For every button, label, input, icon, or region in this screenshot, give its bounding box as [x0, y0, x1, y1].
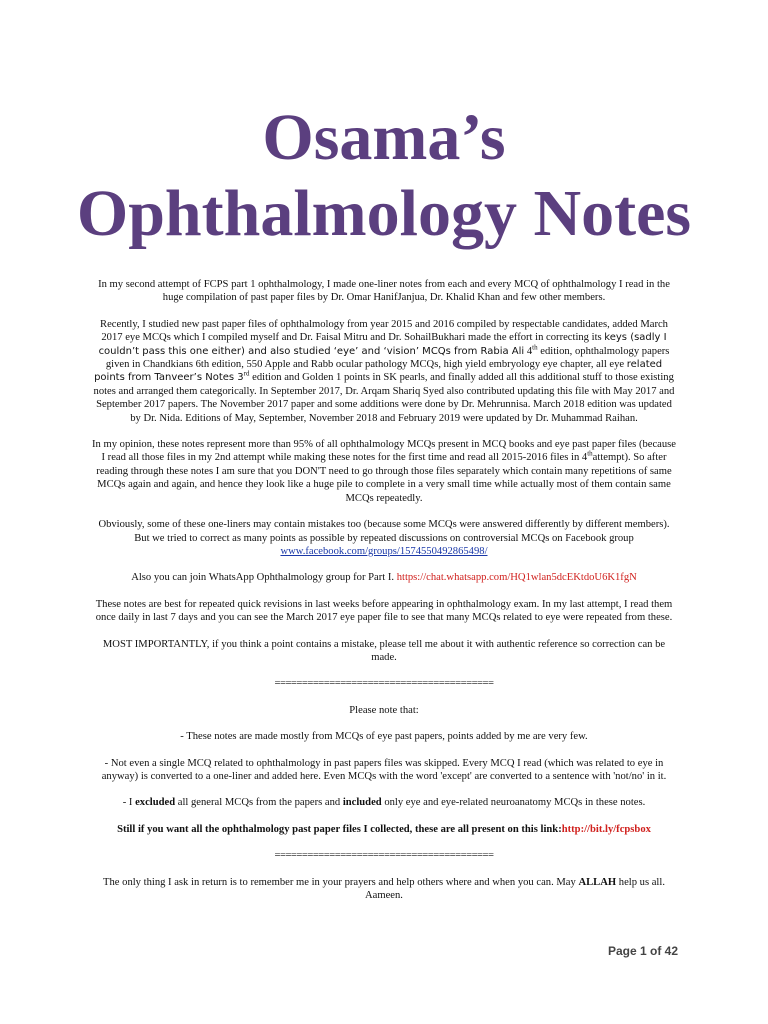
recent-sup-2: rd	[243, 369, 250, 378]
files-paragraph	[92, 823, 676, 836]
document-body	[92, 278, 676, 915]
recent-handwritten-1: keys (sadly I couldn’t pass this one either) and also studied ‘eye’ and ‘vision’ MCQs from Rabia Ali	[98, 332, 667, 357]
intro-paragraph: In my second attempt of FCPS part 1 ophthalmology, I made one-liner notes from each and every MCQ of ophthalmology I read in the huge compilation of past paper files by Dr. Omar HanifJanjua, Dr. Khalid Khan and few other members.	[98, 279, 670, 304]
separator-1: ========================================	[274, 678, 494, 690]
revision-paragraph: These notes are best for repeated quick revisions in last weeks before appearing in ophthalmology exam. In my last attempt, I read them once daily in last 7 days and you can see the March 2017 eye paper file to see that many MCQs related to eye were repeated from these.	[95, 598, 673, 624]
whatsapp-paragraph	[92, 571, 676, 584]
mistakes-paragraph	[92, 518, 676, 558]
note-3-text-3: only eye and eye-related neuroanatomy MCQs in these notes.	[381, 797, 646, 809]
recent-handwritten-2: related points from Tanveer’s Notes 3	[94, 359, 663, 384]
title-line-2: Ophthalmology Notes	[76, 177, 692, 250]
recent-text-4: edition and Golden 1 points in SK pearls, and finally added all this additional stuff to those existing notes and arranged them categorically. In September 2017, Dr. Arqam Shariq Syed also contributed updating this file with May 2017 and September 2017 papers. The November 2017 paper and some additions were done by Dr. Mehrunnisa. March 2018 edition was updated by Dr. Nida. Editions of May, September, November 2018 and February 2019 were updated by Dr. Muhammad Raihan.	[93, 372, 675, 424]
page-number: Page 1 of 42	[607, 944, 678, 958]
note-2: - Not even a single MCQ related to ophthalmology in past papers files was skipped. Every MCQ I read (which was related to eye in anyway) is converted to a one-liner and added here. Even MCQs with the word 'except' are converted to a sentence with 'not/no' in it.	[101, 757, 667, 782]
mistakes-text: Obviously, some of these one-liners may contain mistakes too (because some MCQs were answered differently by different members). But we tried to correct as many points as possible by repeated discussions on controversial MCQs on Facebook group	[98, 519, 670, 544]
important-paragraph: MOST IMPORTANTLY, if you think a point contains a mistake, please tell me about it with authentic reference so correction can be made.	[102, 638, 666, 663]
document-title	[0, 100, 768, 252]
recent-text-1: Recently, I studied new past paper files of ophthalmology from year 2015 and 2016 compiled by respectable candidates, added March 2017 eye MCQs which I compiled myself and Dr. Faisal Mitru and Dr. SohailBukhari made the effort in correcting its	[100, 318, 668, 344]
note-3-text-1: - I	[122, 797, 136, 809]
recent-text-2: 4	[524, 345, 533, 357]
opinion-text-2: attempt). So after reading through these notes I am sure that you DON'T need to go through those files separately which contain many repetitions of same MCQs again and again, and hence they look like a huge pile to complete in a very small time while actually most of them contain same MCQs repeatedly.	[96, 452, 672, 504]
title-line-1: Osama’s	[262, 101, 506, 174]
recent-text-3: edition, ophthalmology papers given in Chandkians 6th edition, 550 Apple and Rabb ocular pathology MCQs, high yield embryology eye chapter, all eye	[105, 345, 670, 371]
recent-paragraph	[92, 318, 676, 425]
files-text: Still if you want all the ophthalmology past paper files I collected, these are all present on this link:	[117, 823, 562, 835]
note-1: - These notes are made mostly from MCQs of eye past papers, points added by me are very few.	[180, 731, 588, 743]
note-3-included: included	[342, 797, 382, 809]
opinion-text-1: In my opinion, these notes represent more than 95% of all ophthalmology MCQs present in MCQ books and eye past paper files (because I read all those files in my 2nd attempt while making these notes for the first time and read all 2015-2016 files in 4	[92, 439, 676, 464]
fcpsbox-link[interactable]: http://bit.ly/fcpsbox	[561, 823, 651, 835]
recent-sup-1: th	[532, 343, 538, 352]
facebook-group-link[interactable]: www.facebook.com/groups/1574550492865498/	[280, 545, 488, 557]
closing-text-1: The only thing I ask in return is to remember me in your prayers and help others where and when you can. May	[103, 876, 579, 888]
whatsapp-text: Also you can join WhatsApp Ophthalmology group for Part I.	[131, 572, 397, 584]
whatsapp-link[interactable]: https://chat.whatsapp.com/HQ1wlan5dcEKtdoU6K1fgN	[396, 572, 637, 584]
closing-allah: ALLAH	[578, 876, 617, 888]
closing-paragraph	[92, 876, 676, 903]
opinion-paragraph	[92, 438, 676, 505]
note-3-excluded: excluded	[135, 797, 176, 809]
note-3	[92, 796, 676, 809]
separator-2: ========================================	[274, 850, 494, 862]
closing-text-2: help us all. Aameen.	[365, 876, 665, 901]
note-3-text-2: all general MCQs from the papers and	[175, 797, 343, 809]
please-note-heading: Please note that:	[349, 704, 419, 716]
opinion-sup: th	[587, 449, 593, 458]
